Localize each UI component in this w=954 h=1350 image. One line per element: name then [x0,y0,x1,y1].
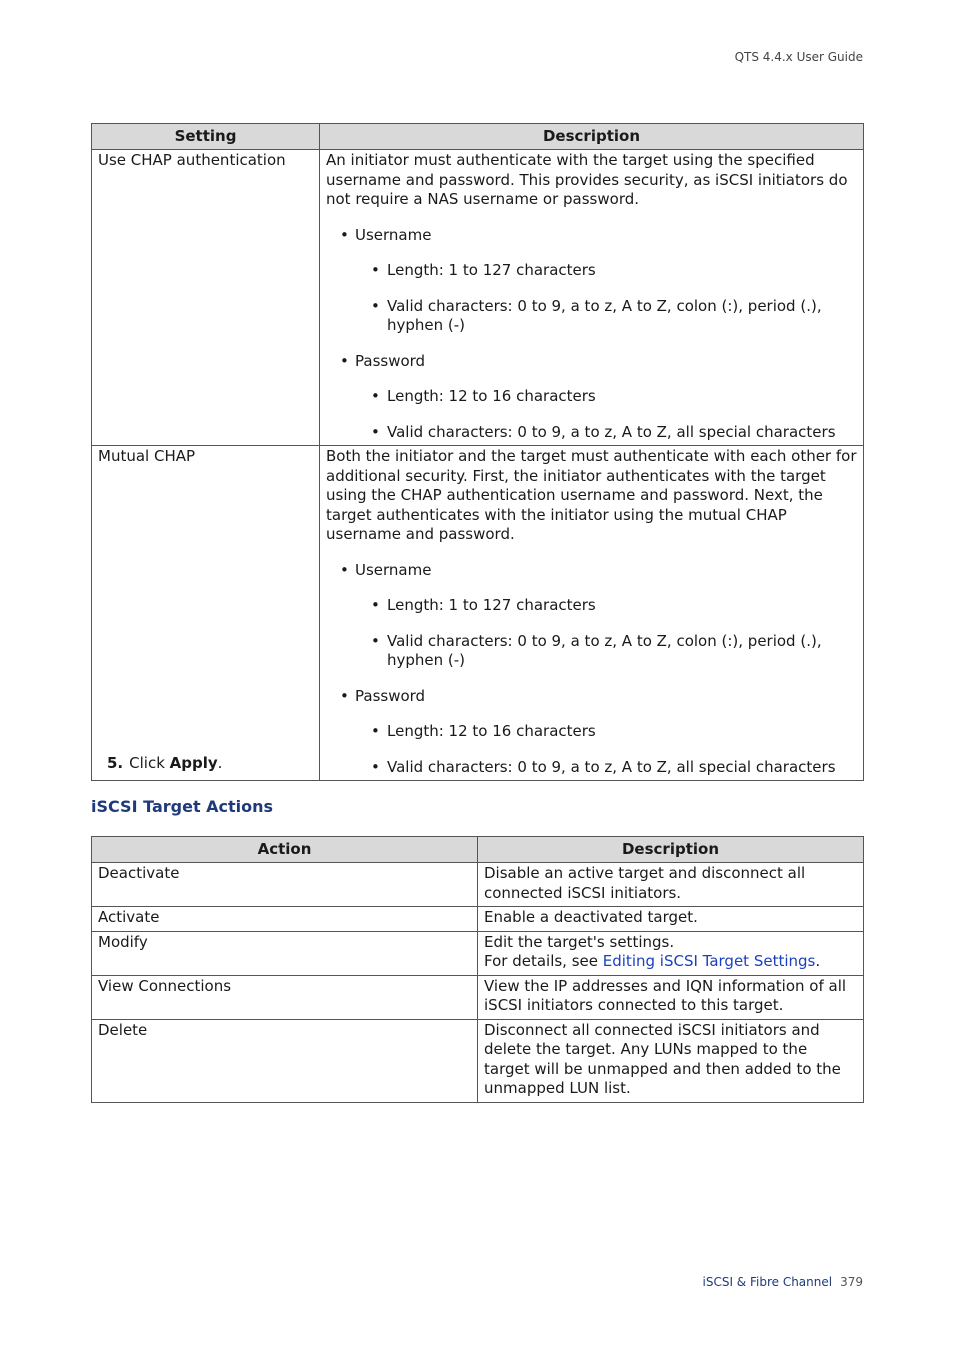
action-description: View the IP addresses and IQN information of all iSCSI initiators connected to this target. [478,975,864,1019]
guide-title: QTS 4.4.x User Guide [734,50,863,64]
list-item: • Length: 1 to 127 characters [371,596,596,614]
column-header-description: Description [320,124,864,150]
table-row [92,931,864,975]
table-row [92,907,864,932]
table-header-row [92,124,864,150]
action-description: Disable an active target and disconnect all connected iSCSI initiators. [478,863,864,907]
column-header-description: Description [478,837,864,863]
action-name: Activate [92,907,478,932]
bullet-icon: • [371,422,380,441]
bullet-icon: • [371,631,380,650]
settings-table [91,123,864,781]
setting-description-cell [320,150,864,446]
list-item: • Length: 12 to 16 characters [371,722,596,740]
action-name: Delete [92,1019,478,1102]
setting-name: Mutual CHAP [92,446,320,781]
list-item: • Username • Length: 1 to 127 characters • Valid characters: 0 to 9, a to z, A to Z, colon (:), period (.), hyphen (-) [326,226,857,336]
action-description: Enable a deactivated target. [478,907,864,932]
bullet-icon: • [371,722,380,740]
list-item: • Valid characters: 0 to 9, a to z, A to Z, all special characters [371,757,836,776]
page-footer [703,1275,864,1289]
table-row [92,1019,864,1102]
setting-description-cell [320,446,864,781]
table-row [92,863,864,907]
bullet-icon: • [340,560,349,579]
table-row [92,150,864,446]
page-number: 379 [840,1275,863,1289]
list-item: • Valid characters: 0 to 9, a to z, A to Z, colon (:), period (.), hyphen (-) [371,631,822,669]
section-title: iSCSI Target Actions [91,797,274,816]
table-header-row [92,837,864,863]
setting-name: Use CHAP authentication [92,150,320,446]
apply-label: Apply [169,754,218,772]
setting-description: An initiator must authenticate with the target using the specified username and password. This provides security, as iSCSI initiators do not require a NAS username or password. [326,151,848,208]
editing-target-settings-link[interactable]: Editing iSCSI Target Settings [602,952,816,970]
list-item: • Length: 12 to 16 characters [371,387,596,405]
action-name: View Connections [92,975,478,1019]
step-instruction: 5. Click Apply. [107,754,223,772]
bullet-icon: • [371,596,380,614]
column-header-action: Action [92,837,478,863]
chapter-title: iSCSI & Fibre Channel [702,1275,833,1289]
list-item: • Password • Length: 12 to 16 characters • Valid characters: 0 to 9, a to z, A to Z, all special characters [326,687,857,778]
list-item: • Length: 1 to 127 characters [371,261,596,279]
bullet-icon: • [371,757,380,776]
setting-description: Both the initiator and the target must authenticate with each other for additional security. First, the initiator authenticates with the target using the CHAP authentication username and password. Next, the target authenticates with the initiator using the mutual CHAP username and password. [326,447,857,543]
action-name: Modify [92,931,478,975]
list-item: • Valid characters: 0 to 9, a to z, A to Z, all special characters [371,422,836,441]
step-text: Click [129,754,170,772]
list-item: • Password • Length: 12 to 16 characters • Valid characters: 0 to 9, a to z, A to Z, all special characters [326,352,857,443]
table-row [92,446,864,781]
bullet-icon: • [371,387,380,405]
action-description: Edit the target's settings. [484,932,675,951]
list-item: • Valid characters: 0 to 9, a to z, A to Z, colon (:), period (.), hyphen (-) [371,296,822,334]
step-number: 5. [107,754,124,772]
bullet-icon: • [340,225,349,244]
bullet-icon: • [340,351,349,370]
action-description: Disconnect all connected iSCSI initiators and delete the target. Any LUNs mapped to the target will be unmapped and then added to the unmapped LUN list. [478,1019,864,1102]
bullet-icon: • [371,261,380,279]
list-item: • Username • Length: 1 to 127 characters • Valid characters: 0 to 9, a to z, A to Z, colon (:), period (.), hyphen (-) [326,561,857,671]
action-detail: For details, see Editing iSCSI Target Settings. [484,952,821,970]
column-header-setting: Setting [92,124,320,150]
bullet-icon: • [340,686,349,705]
action-name: Deactivate [92,863,478,907]
bullet-icon: • [371,296,380,315]
action-description-cell [478,931,864,975]
actions-table [91,836,864,1103]
table-row [92,975,864,1019]
